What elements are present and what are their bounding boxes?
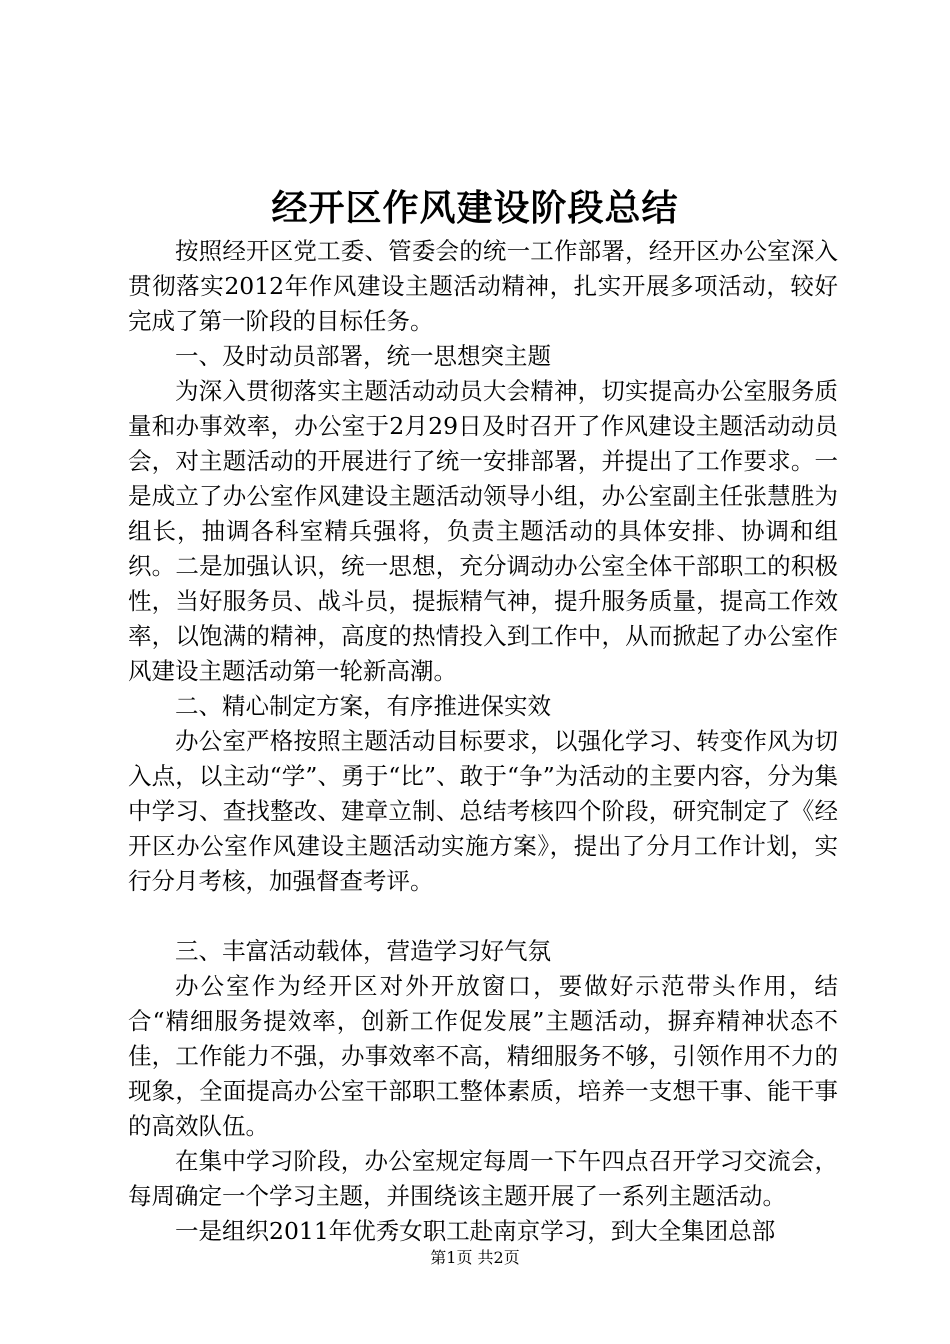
- document-title: 经开区作风建设阶段总结: [271, 187, 679, 229]
- paragraph-section-2: 办公室严格按照主题活动目标要求，以强化学习、转变作风为切入点，以主动“学”、勇于“比”、敢于“争”为活动的主要内容，分为集中学习、查找整改、建章立制、总结考核四个阶段，研究制定了《经开区办公室作风建设主题活动实施方案》，提出了分月工作计划，实行分月考核，加强督查考评。: [128, 727, 838, 895]
- paragraph-study-stage: 在集中学习阶段，办公室规定每周一下午四点召开学习交流会，每周确定一个学习主题，并围绕该主题开展了一系列主题活动。: [128, 1147, 838, 1210]
- paragraph-section-1: 为深入贯彻落实主题活动动员大会精神，切实提高办公室服务质量和办事效率，办公室于2月29日及时召开了作风建设主题活动动员会，对主题活动的开展进行了统一安排部署，并提出了工作要求。一是成立了办公室作风建设主题活动领导小组，办公室副主任张慧胜为组长，抽调各科室精兵强将，负责主题活动的具体安排、协调和组织。二是加强认识，统一思想，充分调动办公室全体干部职工的积极性，当好服务员、战斗员，提振精气神，提升服务质量，提高工作效率，以饱满的精神，高度的热情投入到工作中，从而掀起了办公室作风建设主题活动第一轮新高潮。: [128, 377, 838, 685]
- paragraph-intro: 按照经开区党工委、管委会的统一工作部署，经开区办公室深入贯彻落实2012年作风建设主题活动精神，扎实开展多项活动，较好完成了第一阶段的目标任务。: [128, 237, 838, 335]
- paragraph-item-1: 一是组织2011年优秀女职工赴南京学习，到大全集团总部: [175, 1217, 776, 1245]
- blank-line: [128, 899, 838, 934]
- page-number-footer: 第1页 共2页: [430, 1248, 520, 1267]
- section-heading-3: 三、丰富活动载体，营造学习好气氛: [175, 937, 551, 965]
- section-heading-1: 一、及时动员部署，统一思想突主题: [175, 342, 551, 370]
- section-heading-2: 二、精心制定方案，有序推进保实效: [175, 692, 551, 720]
- document-body: [128, 234, 838, 1249]
- paragraph-section-3: 办公室作为经开区对外开放窗口，要做好示范带头作用，结合“精细服务提效率，创新工作促发展”主题活动，摒弃精神状态不佳，工作能力不强，办事效率不高，精细服务不够，引领作用不力的现象，全面提高办公室干部职工整体素质，培养一支想干事、能干事的高效队伍。: [128, 972, 838, 1140]
